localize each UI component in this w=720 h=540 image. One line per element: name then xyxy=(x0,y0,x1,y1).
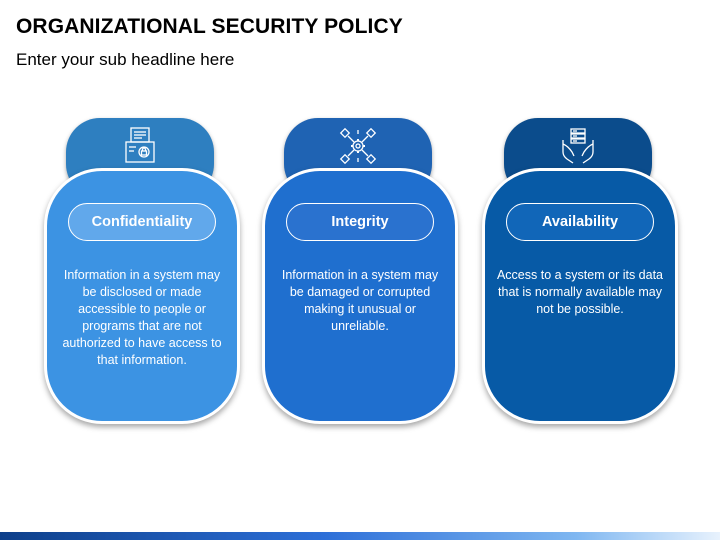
card-description: Access to a system or its data that is normally available may not be possible. xyxy=(496,268,664,316)
server-hands-icon xyxy=(559,126,597,166)
footer-gradient-bar xyxy=(0,532,720,540)
card-label: Integrity xyxy=(286,203,434,241)
card-label: Availability xyxy=(506,203,654,241)
card-confidentiality xyxy=(44,118,240,424)
card-description: Information in a system may be disclosed or made accessible to people or programs that are not authorized to have access to that information. xyxy=(62,268,222,367)
page-title: ORGANIZATIONAL SECURITY POLICY xyxy=(16,15,403,38)
card-label: Confidentiality xyxy=(68,203,216,241)
card-body xyxy=(44,168,240,424)
document-lock-icon xyxy=(122,126,158,166)
card-description: Information in a system may be damaged or corrupted making it unusual or unreliable. xyxy=(281,268,439,333)
page-subtitle: Enter your sub headline here xyxy=(16,50,235,69)
card-body xyxy=(262,168,458,424)
card-availability xyxy=(482,118,678,424)
gear-network-icon xyxy=(338,126,378,166)
card-body xyxy=(482,168,678,424)
card-integrity xyxy=(262,118,458,424)
